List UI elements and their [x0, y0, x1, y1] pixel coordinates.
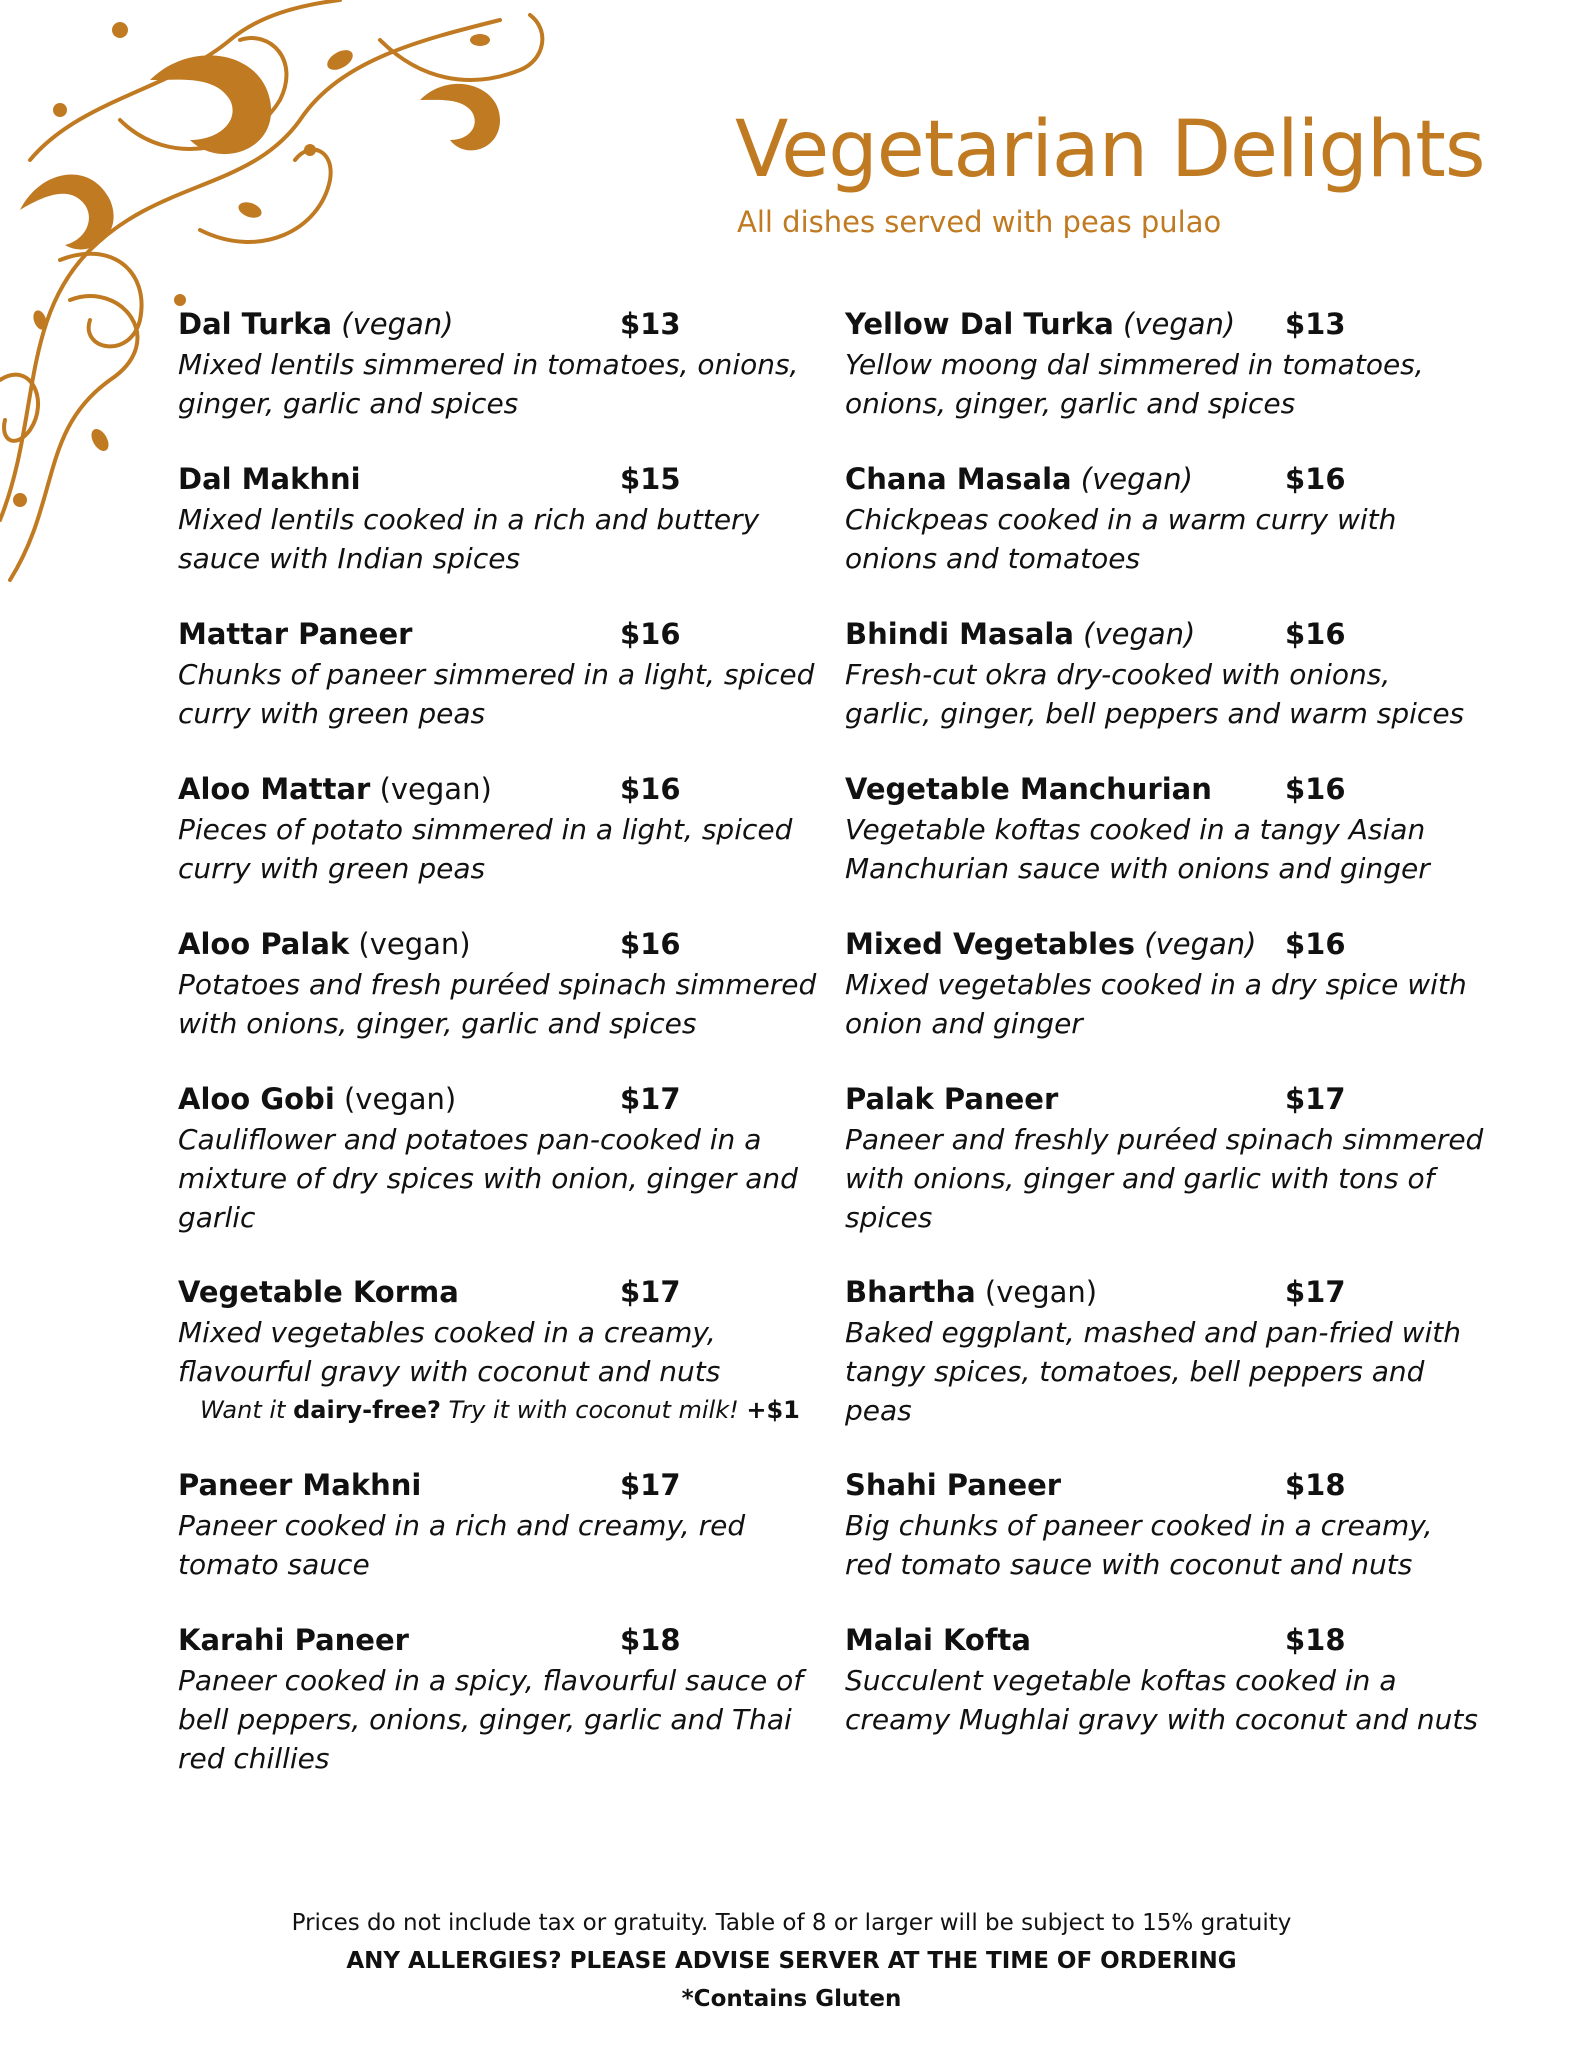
dish-price: $17	[620, 1468, 681, 1502]
menu-item-header	[178, 770, 818, 810]
dish-name: Paneer Makhni	[178, 1468, 422, 1502]
dish-price: $16	[1285, 772, 1346, 806]
dish-price: $13	[1285, 307, 1346, 341]
dish-price: $16	[1285, 927, 1346, 961]
menu-item-header	[178, 925, 818, 965]
menu-item	[845, 1080, 1485, 1237]
dish-price: $17	[1285, 1275, 1346, 1309]
dish-name: Malai Kofta	[845, 1623, 1031, 1657]
note-price: +$1	[746, 1396, 800, 1424]
dish-description: Fresh-cut okra dry-cooked with onions, garlic, ginger, bell peppers and warm spices	[845, 658, 1465, 730]
menu-item	[845, 1466, 1485, 1584]
menu-item-header	[845, 1466, 1485, 1506]
page-subtitle: All dishes served with peas pulao	[737, 205, 1222, 239]
note-text-bold: dairy-free?	[293, 1396, 441, 1424]
vegan-tag: (vegan)	[1123, 307, 1236, 341]
menu-item	[845, 460, 1485, 578]
vegan-tag: (vegan)	[1144, 927, 1257, 961]
dish-description: Yellow moong dal simmered in tomatoes, onions, ginger, garlic and spices	[845, 348, 1424, 420]
dish-name: Aloo Gobi	[178, 1082, 335, 1116]
menu-item-header	[178, 1080, 818, 1120]
menu-item	[178, 460, 818, 578]
dish-description: Mixed vegetables cooked in a creamy, flavourful gravy with coconut and nuts	[178, 1316, 721, 1388]
dish-name: Mattar Paneer	[178, 617, 413, 651]
note-text-post: Try it with coconut milk!	[440, 1396, 747, 1424]
dish-description: Baked eggplant, mashed and pan-fried with tangy spices, tomatoes, bell peppers and peas	[845, 1316, 1461, 1427]
menu-item	[178, 305, 818, 423]
menu-item-header	[845, 615, 1485, 655]
dish-name: Palak Paneer	[845, 1082, 1059, 1116]
menu-item-header	[845, 1080, 1485, 1120]
menu-item	[178, 1621, 818, 1778]
dish-description: Mixed lentils cooked in a rich and buttery sauce with Indian spices	[178, 503, 760, 575]
dish-price: $16	[1285, 462, 1346, 496]
menu-item	[178, 770, 818, 888]
dish-description: Potatoes and fresh puréed spinach simmered with onions, ginger, garlic and spices	[178, 968, 817, 1040]
dish-price: $18	[1285, 1468, 1346, 1502]
dish-price: $17	[1285, 1082, 1346, 1116]
menu-item-header	[178, 1621, 818, 1661]
dish-price: $17	[620, 1082, 681, 1116]
menu-item	[845, 925, 1485, 1043]
dish-description: Paneer cooked in a rich and creamy, red tomato sauce	[178, 1509, 746, 1581]
dish-name: Vegetable Manchurian	[845, 772, 1212, 806]
dish-price: $16	[620, 617, 681, 651]
dish-price: $18	[1285, 1623, 1346, 1657]
dish-name: Mixed Vegetables	[845, 927, 1136, 961]
menu-item-header	[845, 770, 1485, 810]
vegan-tag: (vegan)	[984, 1275, 1098, 1309]
dish-name: Aloo Palak	[178, 927, 350, 961]
footer-gluten-note: *Contains Gluten	[681, 1986, 902, 2012]
dish-name: Dal Turka	[178, 307, 333, 341]
page-title: Vegetarian Delights	[735, 105, 1485, 195]
dish-name: Chana Masala	[845, 462, 1072, 496]
dish-description: Big chunks of paneer cooked in a creamy, red tomato sauce with coconut and nuts	[845, 1509, 1433, 1581]
dish-description: Vegetable koftas cooked in a tangy Asian Manchurian sauce with onions and ginger	[845, 813, 1430, 885]
note-text-pre: Want it	[200, 1396, 294, 1424]
menu-item-header	[178, 305, 818, 345]
dish-description: Mixed lentils simmered in tomatoes, onions, ginger, garlic and spices	[178, 348, 799, 420]
vegan-tag: (vegan)	[1083, 617, 1196, 651]
dish-description: Cauliflower and potatoes pan-cooked in a mixture of dry spices with onion, ginger and garlic	[178, 1123, 798, 1234]
menu-item-header	[845, 305, 1485, 345]
menu-item	[178, 925, 818, 1043]
vegan-tag: (vegan)	[1080, 462, 1193, 496]
dish-name: Yellow Dal Turka	[845, 307, 1114, 341]
dish-name: Shahi Paneer	[845, 1468, 1062, 1502]
dish-description: Mixed vegetables cooked in a dry spice with onion and ginger	[845, 968, 1467, 1040]
menu-item-header	[178, 1466, 818, 1506]
menu-item-header	[845, 1273, 1485, 1313]
menu-item	[845, 770, 1485, 888]
dish-price: $16	[620, 772, 681, 806]
menu-item-header	[845, 1621, 1485, 1661]
dish-price: $16	[620, 927, 681, 961]
dish-price: $18	[620, 1623, 681, 1657]
menu-item-header	[845, 460, 1485, 500]
dish-description: Succulent vegetable koftas cooked in a creamy Mughlai gravy with coconut and nuts	[845, 1664, 1478, 1736]
footer-allergy-note: ANY ALLERGIES? PLEASE ADVISE SERVER AT THE TIME OF ORDERING	[346, 1948, 1237, 1974]
menu-item-header	[178, 460, 818, 500]
dish-description: Chunks of paneer simmered in a light, spiced curry with green peas	[178, 658, 815, 730]
dairy-free-note	[178, 1391, 818, 1430]
menu-item	[845, 1621, 1485, 1739]
menu-item	[845, 615, 1485, 733]
dish-name: Bhindi Masala	[845, 617, 1074, 651]
vegan-tag: (vegan)	[341, 307, 454, 341]
dish-name: Karahi Paneer	[178, 1623, 409, 1657]
dish-description: Chickpeas cooked in a warm curry with onions and tomatoes	[845, 503, 1397, 575]
dish-price: $17	[620, 1275, 681, 1309]
dish-price: $16	[1285, 617, 1346, 651]
footer-prices-note: Prices do not include tax or gratuity. Table of 8 or larger will be subject to 15% gratuity	[291, 1910, 1292, 1936]
dish-description: Paneer and freshly puréed spinach simmered with onions, ginger and garlic with tons of spices	[845, 1123, 1484, 1234]
menu-item	[178, 615, 818, 733]
menu-item-header	[178, 1273, 818, 1313]
vegan-tag: (vegan)	[343, 1082, 457, 1116]
dish-name: Bhartha	[845, 1275, 976, 1309]
menu-item-header	[178, 615, 818, 655]
menu-item	[845, 305, 1485, 423]
vegan-tag: (vegan)	[379, 772, 492, 806]
menu-item	[845, 1273, 1485, 1430]
dish-description: Pieces of potato simmered in a light, spiced curry with green peas	[178, 813, 793, 885]
dish-name: Vegetable Korma	[178, 1275, 459, 1309]
dish-name: Aloo Mattar	[178, 772, 371, 806]
vegan-tag: (vegan)	[358, 927, 471, 961]
menu-item	[178, 1466, 818, 1584]
menu-item-header	[845, 925, 1485, 965]
dish-description: Paneer cooked in a spicy, flavourful sauce of bell peppers, onions, ginger, garlic and Thai red chillies	[178, 1664, 804, 1775]
dish-name: Dal Makhni	[178, 462, 361, 496]
menu-item	[178, 1273, 818, 1430]
dish-price: $13	[620, 307, 681, 341]
menu-item	[178, 1080, 818, 1237]
dish-price: $15	[620, 462, 681, 496]
